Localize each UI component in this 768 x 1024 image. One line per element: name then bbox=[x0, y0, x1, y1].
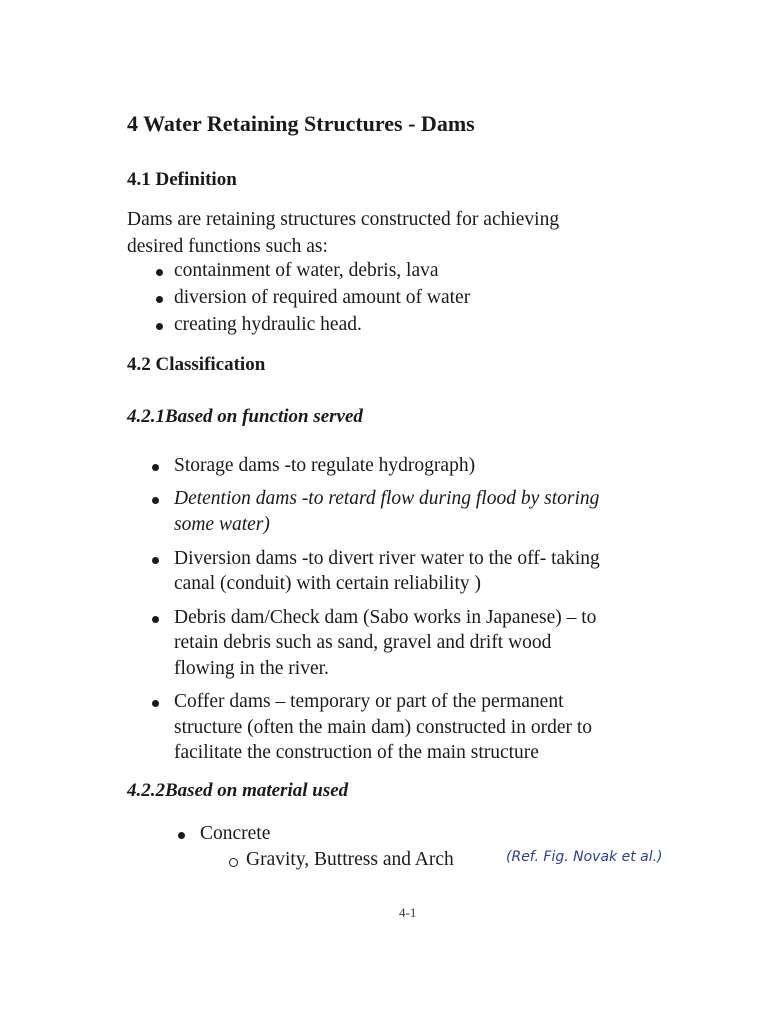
definition-intro-line-1: Dams are retaining structures constructed for achieving bbox=[127, 209, 560, 230]
definition-bullet: containment of water, debris, lava bbox=[174, 260, 439, 281]
bullet-icon bbox=[152, 616, 159, 623]
definition-bullet: creating hydraulic head. bbox=[174, 314, 362, 335]
function-item-line: Debris dam/Check dam (Sabo works in Japanese) – to bbox=[174, 607, 597, 628]
subsection-heading-material: 4.2.2Based on material used bbox=[127, 780, 349, 801]
chapter-title: 4 Water Retaining Structures - Dams bbox=[127, 111, 475, 136]
material-item: Concrete bbox=[200, 823, 271, 844]
bullet-icon bbox=[156, 269, 163, 276]
function-item-line: Diversion dams -to divert river water to the off- taking bbox=[174, 548, 600, 569]
bullet-icon bbox=[152, 700, 159, 707]
subsection-heading-function: 4.2.1Based on function served bbox=[127, 406, 363, 427]
definition-bullet: diversion of required amount of water bbox=[174, 287, 471, 308]
bullet-icon bbox=[152, 497, 159, 504]
section-heading-classification: 4.2 Classification bbox=[127, 354, 266, 375]
function-item-line: Coffer dams – temporary or part of the permanent bbox=[174, 691, 564, 712]
bullet-icon bbox=[156, 323, 163, 330]
bullet-icon bbox=[152, 557, 159, 564]
function-item-line: canal (conduit) with certain reliability ) bbox=[174, 573, 482, 594]
function-item-line: flowing in the river. bbox=[174, 658, 329, 679]
function-item-line: retain debris such as sand, gravel and drift wood bbox=[174, 632, 552, 653]
function-item-line: some water) bbox=[174, 514, 270, 535]
function-item-line: Detention dams -to retard flow during flood by storing bbox=[174, 488, 600, 509]
function-item-line: Storage dams -to regulate hydrograph) bbox=[174, 455, 476, 476]
handwritten-annotation: (Ref. Fig. Novak et al.) bbox=[506, 849, 663, 865]
definition-intro-line-2: desired functions such as: bbox=[127, 236, 328, 257]
material-subitem: Gravity, Buttress and Arch bbox=[246, 849, 454, 870]
function-item-line: facilitate the construction of the main structure bbox=[174, 742, 539, 763]
section-heading-definition: 4.1 Definition bbox=[127, 169, 237, 190]
function-item-line: structure (often the main dam) constructed in order to bbox=[174, 717, 593, 738]
circle-bullet-icon bbox=[229, 858, 238, 867]
page-number: 4-1 bbox=[399, 905, 417, 920]
bullet-icon bbox=[178, 832, 185, 839]
bullet-icon bbox=[156, 296, 163, 303]
bullet-icon bbox=[152, 464, 159, 471]
